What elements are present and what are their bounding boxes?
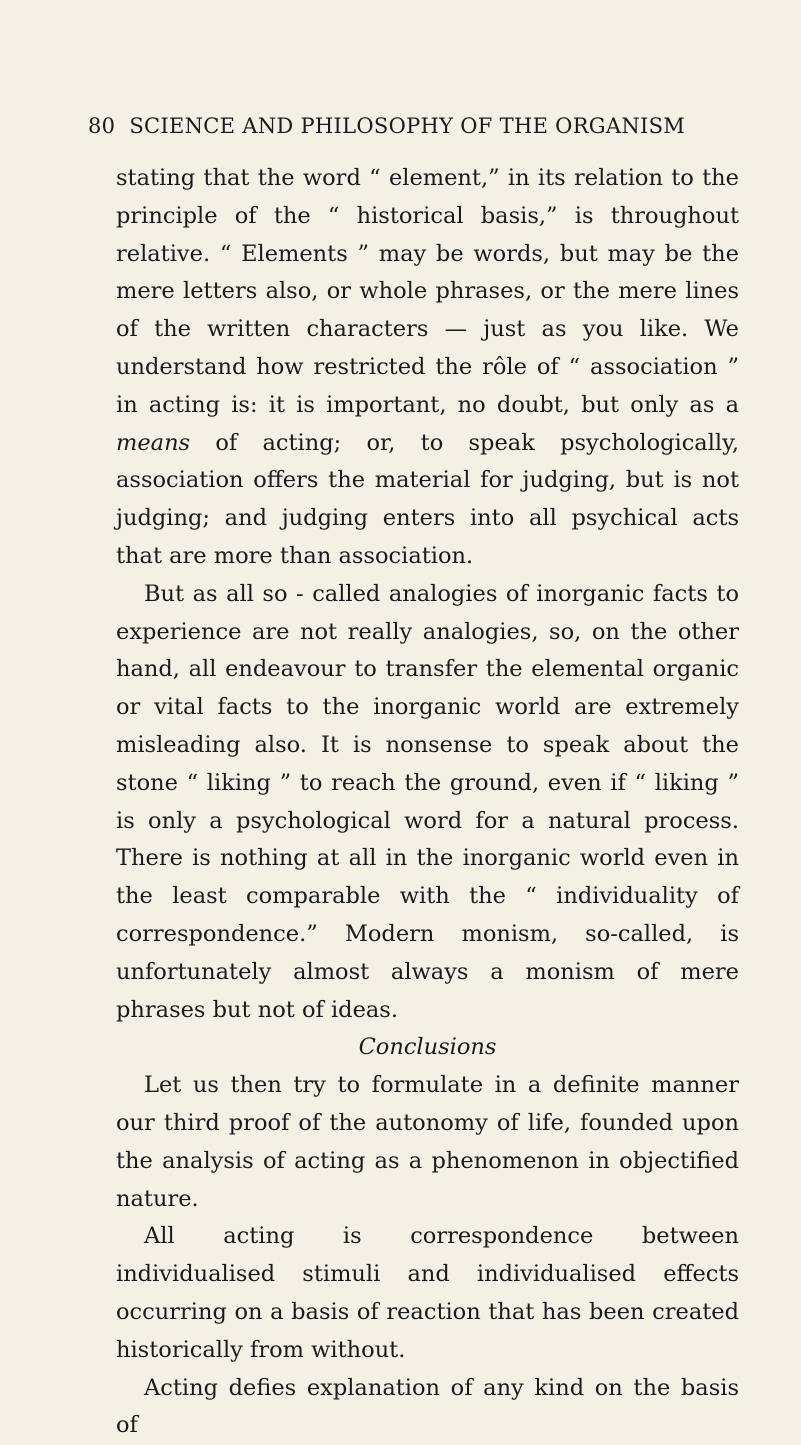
running-header <box>88 114 758 138</box>
running-title: SCIENCE AND PHILOSOPHY OF THE ORGANISM <box>129 114 685 138</box>
paragraph-1-part-a: stating that the word “ element,” in its relation to the principle of the “ historical basis,” is throughout relative. “ Elements ” may be words, but may be the mere letters also, or whole phrases, or the mere lines of the written characters — just as you like. We understand how restricted the rôle of “ association ” in acting is: it is important, no doubt, but only as a <box>116 165 739 418</box>
paragraph-5: Acting defies explanation of any kind on the basis of <box>116 1370 739 1445</box>
emphasis-means: means <box>116 430 190 456</box>
paragraph-2: But as all so - called analogies of inorganic facts to experience are not really analogies, so, on the other hand, all endeavour to transfer the elemental organic or vital facts to the inorganic world are extremely misleading also. It is nonsense to speak about the stone “ liking ” to reach the ground, even if “ liking ” is only a psychological word for a natural process. There is nothing at all in the inorganic world even in the least comparable with the “ individuality of correspondence.” Modern monism, so-called, is unfortunately almost always a monism of mere phrases but not of ideas. <box>116 576 739 1030</box>
paragraph-4: All acting is correspondence between individualised stimuli and individualised effects occurring on a basis of reaction that has been created historically from without. <box>116 1218 739 1369</box>
paragraph-1 <box>116 160 739 576</box>
body-text <box>116 160 739 1445</box>
paragraph-3: Let us then try to formulate in a definite manner our third proof of the autonomy of life, founded upon the analysis of acting as a phenomenon in objectified nature. <box>116 1067 739 1218</box>
page-number: 80 <box>88 114 115 138</box>
section-heading: Conclusions <box>116 1029 739 1067</box>
paragraph-1-part-b: of acting; or, to speak psychologically, association offers the material for judging, but is not judging; and judging enters into all psychical acts that are more than association. <box>116 430 739 569</box>
